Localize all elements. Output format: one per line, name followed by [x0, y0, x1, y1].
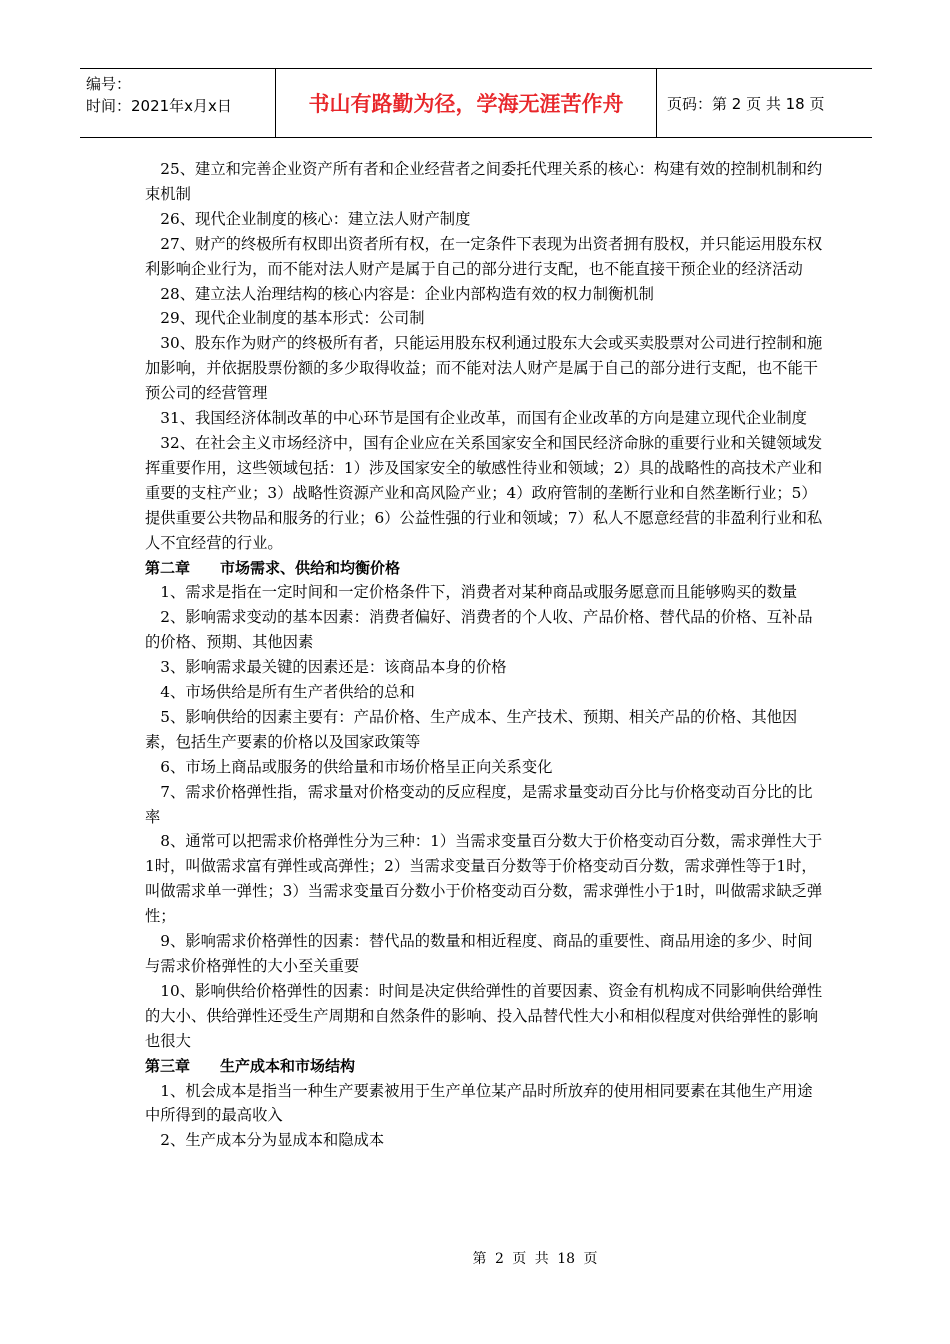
paragraph: 29、现代企业制度的基本形式：公司制 [160, 309, 425, 328]
paragraph: 7、需求价格弹性指，需求量对价格变动的反应程度，是需求量变动百分比与价格变动百分比的比率 [145, 782, 813, 826]
paragraph: 3、影响需求最关键的因素还是：该商品本身的价格 [160, 658, 507, 677]
paragraph: 10、影响供给价格弹性的因素：时间是决定供给弹性的首要因素、资金有机构成不同影响供给弹性的大小、供给弹性还受生产周期和自然条件的影响、投入品替代性大小和相似程度对供给弹性的影响也很大 [145, 981, 823, 1050]
paragraph: 1、机会成本是指当一种生产要素被用于生产单位某产品时所放弃的使用相同要素在其他生产用途中所得到的最高收入 [145, 1081, 813, 1125]
paragraph: 5、影响供给的因素主要有：产品价格、生产成本、生产技术、预期、相关产品的价格、其他因素，包括生产要素的价格以及国家政策等 [145, 707, 798, 751]
paragraph: 6、市场上商品或服务的供给量和市场价格呈正向关系变化 [160, 757, 553, 776]
paragraph: 32、在社会主义市场经济中，国有企业应在关系国家安全和国民经济命脉的重要行业和关键领域发挥重要作用，这些领域包括：1）涉及国家安全的敏感性待业和领域；2）具的战略性的高技术产业和重要的支柱产业；3）战略性资源产业和高风险产业；4）政府管制的垄断行业和自然垄断行业；5）提供重要公共物品和服务的行业；6）公益性强的行业和领域；7）私人不愿意经营的非盈利行业和私人不宜经营的行业。 [145, 433, 823, 552]
paragraph: 27、财产的终极所有权即出资者所有权，在一定条件下表现为出资者拥有股权，并只能运用股东权利影响企业行为，而不能对法人财产是属于自己的部分进行支配，也不能直接干预企业的经济活动 [145, 234, 823, 278]
header-page-info: 页码：第 2 页 共 18 页 [667, 94, 825, 113]
paragraph: 9、影响需求价格弹性的因素：替代品的数量和相近程度、商品的重要性、商品用途的多少、时间与需求价格弹性的大小至关重要 [145, 932, 813, 975]
chapter-heading: 第三章 生产成本和市场结构 [145, 1056, 356, 1075]
paragraph: 2、生产成本分为显成本和隐成本 [160, 1131, 385, 1150]
paragraph: 8、通常可以把需求价格弹性分为三种：1）当需求变量百分数大于价格变动百分数，需求弹性大于1时，叫做需求富有弹性或高弹性；2）当需求变量百分数等于价格变动百分数，需求弹性等于1时，叫做需求单一弹性；3）当需求变量百分数小于价格变动百分数，需求弹性小于1时，叫做需求缺乏弹性； [145, 832, 823, 926]
paragraph: 26、现代企业制度的核心：建立法人财产制度 [160, 209, 471, 228]
chapter-heading: 第二章 市场需求、供给和均衡价格 [145, 558, 401, 577]
time-label: 时间：2021年x月x日 [86, 97, 232, 115]
page-footer: 第 2 页 共 18 页 [472, 1251, 598, 1267]
paragraph: 1、需求是指在一定时间和一定价格条件下，消费者对某种商品或服务愿意而且能够购买的数量 [160, 583, 798, 602]
page-header [80, 68, 872, 138]
paragraph: 31、我国经济体制改革的中心环节是国有企业改革，而国有企业改革的方向是建立现代企业制度 [160, 409, 807, 428]
paragraph: 25、建立和完善企业资产所有者和企业经营者之间委托代理关系的核心：构建有效的控制机制和约束机制 [145, 160, 823, 203]
paragraph: 4、市场供给是所有生产者供给的总和 [160, 683, 415, 702]
paragraph: 28、建立法人治理结构的核心内容是：企业内部构造有效的权力制衡机制 [160, 284, 654, 303]
header-meta [80, 69, 276, 137]
header-motto: 书山有路勤为径，学海无涯苦作舟 [276, 69, 657, 137]
paragraph: 30、股东作为财产的终极所有者，只能运用股东权利通过股东大会或买卖股票对公司进行控制和施加影响，并依据股票份额的多少取得收益；而不能对法人财产是属于自己的部分进行支配，也不能干预公司的经营管理 [145, 334, 823, 403]
number-label: 编号： [86, 75, 132, 93]
document-body [145, 157, 825, 1153]
paragraph: 2、影响需求变动的基本因素：消费者偏好、消费者的个人收、产品价格、替代品的价格、互补品的价格、预期、其他因素 [145, 608, 813, 652]
